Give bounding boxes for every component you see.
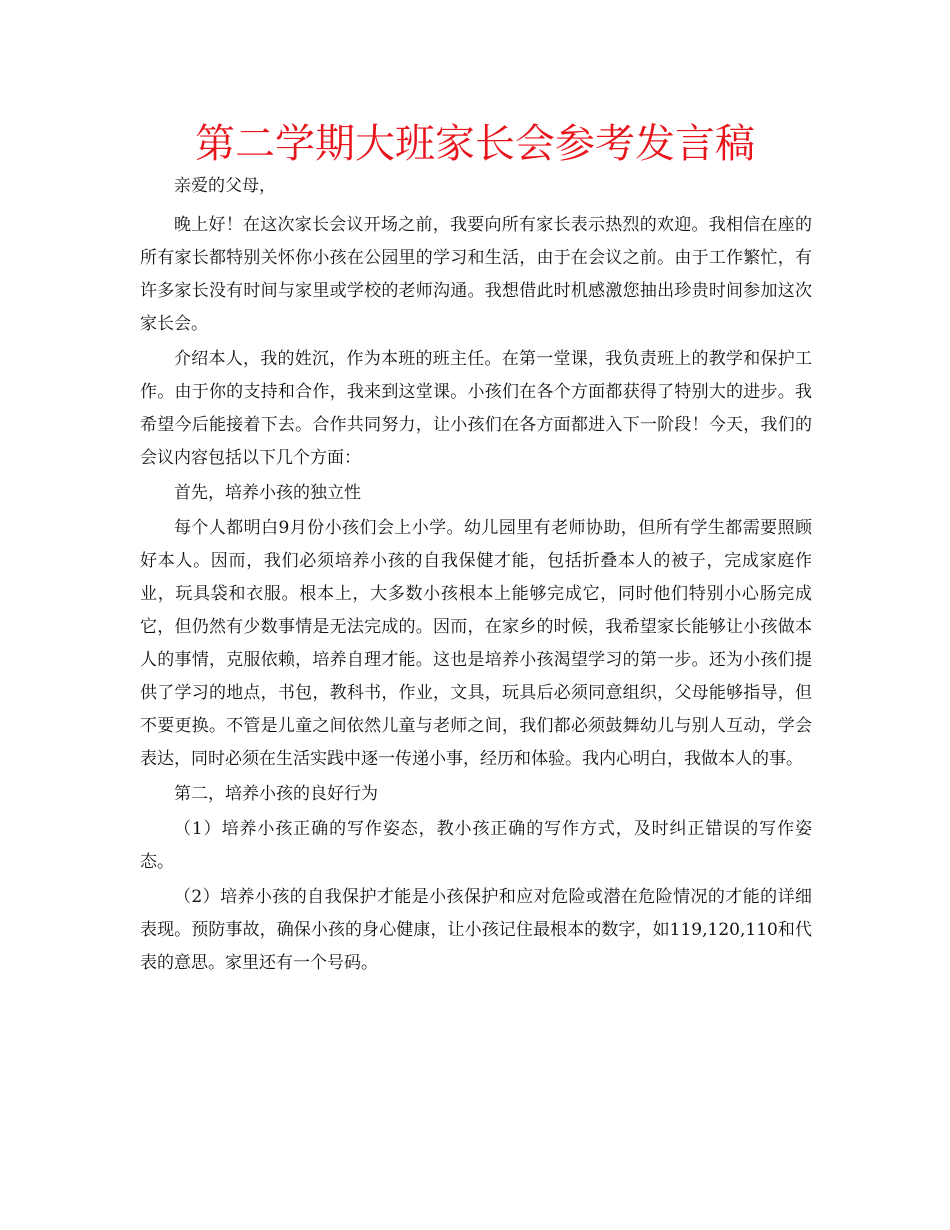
paragraph-introduction: 介绍本人，我的姓沉，作为本班的班主任。在第一堂课，我负责班上的教学和保护工作。由于你的支持和合作，我来到这堂课。小孩们在各个方面都获得了特别大的进步。我希望今后能接着下去。合作共同努力，让小孩们在各方面都进入下一阶段！今天，我们的会议内容包括以下几个方面：: [140, 349, 812, 468]
document-body: [140, 170, 812, 982]
paragraph-greeting: 亲爱的父母，: [174, 176, 276, 196]
section-heading-independence: 首先，培养小孩的独立性: [174, 483, 361, 503]
paragraph-welcome: 晚上好！在这次家长会议开场之前，我要向所有家长表示热烈的欢迎。我相信在座的所有家长都特别关怀你小孩在公园里的学习和生活，由于在会议之前。由于工作繁忙，有许多家长没有时间与家里或学校的老师沟通。我想借此时机感激您抽出珍贵时间参加这次家长会。: [140, 215, 812, 334]
document-title: 第二学期大班家长会参考发言稿: [195, 121, 755, 167]
paragraph-independence: 每个人都明白9月份小孩们会上小学。幼儿园里有老师协助，但所有学生都需要照顾好本人。因而，我们必须培养小孩的自我保健才能，包括折叠本人的被子，完成家庭作业，玩具袋和衣服。根本上，大多数小孩根本上能够完成它，同时他们特别小心肠完成它，但仍然有少数事情是无法完成的。因而，在家乡的时候，我希望家长能够让小孩做本人的事情，克服依赖，培养自理才能。这也是培养小孩渴望学习的第一步。还为小孩们提供了学习的地点，书包，教科书，作业，文具，玩具后必须同意组织，父母能够指导，但不要更换。不管是儿童之间依然儿童与老师之间，我们都必须鼓舞幼儿与别人互动，学会表达，同时必须在生活实践中逐一传递小事，经历和体验。我内心明白，我做本人的事。: [140, 518, 812, 769]
paragraph-item-2: （2）培养小孩的自我保护才能是小孩保护和应对危险或潜在危险情况的才能的详细表现。预防事故，确保小孩的身心健康，让小孩记住最根本的数字，如119,120,110和代表的意思。家里还有一个号码。: [140, 887, 812, 973]
section-heading-behavior: 第二，培养小孩的良好行为: [174, 784, 378, 804]
paragraph-item-1: （1）培养小孩正确的写作姿态，教小孩正确的写作方式，及时纠正错误的写作姿态。: [140, 819, 812, 872]
